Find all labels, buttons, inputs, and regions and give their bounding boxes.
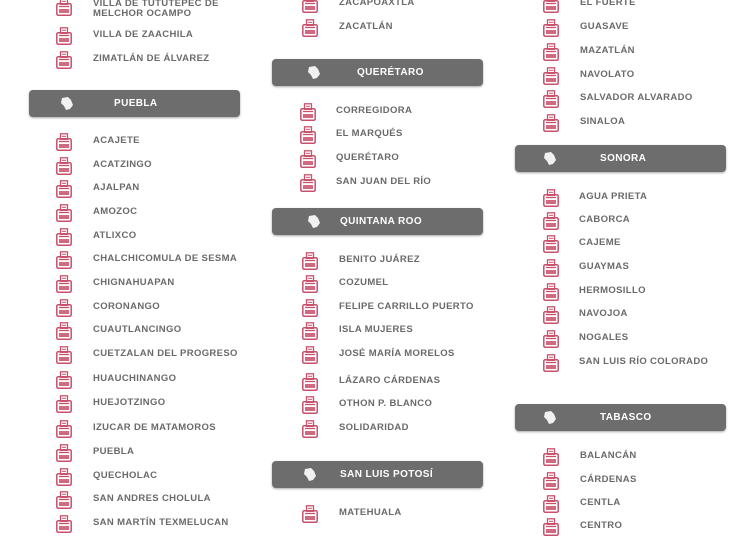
ballot-box-icon (56, 371, 72, 389)
list-item[interactable] (515, 189, 755, 209)
list-item[interactable] (0, 251, 240, 271)
list-item[interactable] (272, 174, 512, 194)
state-header-sonora[interactable] (515, 145, 726, 172)
list-item[interactable] (515, 330, 755, 350)
list-item[interactable] (272, 505, 512, 525)
item-label: NOGALES (579, 332, 629, 343)
item-label: QUECHOLAC (93, 470, 158, 481)
ballot-box-icon (302, 19, 318, 37)
ballot-box-icon (56, 0, 72, 16)
item-label: OTHON P. BLANCO (339, 398, 433, 409)
ballot-box-icon (543, 448, 559, 466)
list-item[interactable] (515, 235, 755, 255)
list-item[interactable] (0, 27, 240, 47)
ballot-box-icon (543, 235, 559, 253)
list-item[interactable] (272, 0, 512, 15)
item-label: MAZATLÁN (580, 45, 635, 56)
item-label: VILLA DE TUTUTEPEC DE MELCHOR OCAMPO (93, 0, 219, 19)
ballot-box-icon (543, 495, 559, 513)
list-item[interactable] (515, 306, 755, 326)
item-label: FELIPE CARRILLO PUERTO (339, 301, 474, 312)
list-item[interactable] (272, 252, 512, 272)
ballot-box-icon (543, 90, 559, 108)
ballot-box-icon (543, 306, 559, 324)
list-item[interactable] (515, 283, 755, 303)
ballot-box-icon (302, 252, 318, 270)
ballot-box-icon (543, 472, 559, 490)
item-label: SALVADOR ALVARADO (580, 92, 693, 103)
state-header-san-luis-potosi[interactable] (272, 461, 483, 488)
state-map-icon (542, 151, 558, 166)
list-item[interactable] (515, 19, 755, 39)
item-label: CHALCHICOMULA DE SESMA (93, 253, 238, 264)
list-item[interactable] (0, 180, 240, 200)
ballot-box-icon (302, 0, 318, 13)
ballot-box-icon (56, 420, 72, 438)
ballot-box-icon (302, 373, 318, 391)
list-item[interactable] (0, 275, 240, 295)
ballot-box-icon (56, 27, 72, 45)
ballot-box-icon (56, 204, 72, 222)
list-item[interactable] (515, 212, 755, 232)
ballot-box-icon (543, 354, 559, 372)
ballot-box-icon (56, 251, 72, 269)
state-header-puebla[interactable] (29, 90, 240, 117)
list-item[interactable] (0, 371, 240, 391)
item-label: ATLIXCO (93, 230, 137, 241)
item-label: AGUA PRIETA (579, 191, 648, 202)
list-item[interactable] (515, 472, 755, 492)
list-item[interactable] (515, 259, 755, 279)
ballot-box-icon (302, 396, 318, 414)
list-item[interactable] (515, 495, 755, 515)
state-map-icon (306, 214, 322, 229)
column-1 (0, 0, 240, 529)
item-label: PUEBLA (93, 446, 135, 457)
ballot-box-icon (300, 150, 316, 168)
ballot-box-icon (543, 19, 559, 37)
state-title: PUEBLA (114, 98, 158, 109)
item-label: MATEHUALA (339, 507, 402, 518)
item-label: SAN ANDRES CHOLULA (93, 493, 211, 504)
list-item[interactable] (0, 395, 240, 415)
item-label: AJALPAN (93, 182, 140, 193)
item-label: ZACAPOAXTLA (339, 0, 415, 8)
item-label: CENTLA (580, 497, 621, 508)
item-label: CUETZALAN DEL PROGRESO (93, 348, 238, 359)
list-item[interactable] (0, 133, 240, 153)
item-label: CORONANGO (93, 301, 161, 312)
list-item[interactable] (272, 150, 512, 170)
list-item[interactable] (515, 448, 755, 468)
item-label: SOLIDARIDAD (339, 422, 409, 433)
list-item[interactable] (272, 396, 512, 416)
item-label: CORREGIDORA (336, 105, 413, 116)
item-label: BENITO JUÁREZ (339, 254, 420, 265)
list-item[interactable] (515, 114, 755, 134)
state-title: QUERÉTARO (357, 67, 424, 78)
item-label: ACAJETE (93, 135, 140, 146)
item-label: SAN LUIS RÍO COLORADO (579, 356, 709, 367)
ballot-box-icon (300, 174, 316, 192)
ballot-box-icon (56, 491, 72, 509)
item-label: VILLA DE ZAACHILA (93, 29, 194, 40)
ballot-box-icon (56, 133, 72, 151)
state-title: QUINTANA ROO (340, 216, 423, 227)
item-label: HUEJOTZINGO (93, 397, 166, 408)
ballot-box-icon (543, 283, 559, 301)
list-item[interactable] (0, 51, 240, 71)
state-header-quintana-roo[interactable] (272, 208, 483, 235)
list-item[interactable] (0, 204, 240, 224)
ballot-box-icon (543, 43, 559, 61)
item-label: SAN JUAN DEL RÍO (336, 176, 432, 187)
state-title: SAN LUIS POTOSÍ (340, 469, 434, 480)
ballot-box-icon (56, 180, 72, 198)
ballot-box-icon (56, 515, 72, 533)
item-label: HUAUCHINANGO (93, 373, 177, 384)
item-label: CÁRDENAS (580, 474, 637, 485)
list-item[interactable] (515, 90, 755, 110)
item-label: CAJEME (579, 237, 621, 248)
state-map-icon (302, 467, 318, 482)
item-label: GUASAVE (580, 21, 629, 32)
list-item[interactable] (0, 346, 240, 366)
ballot-box-icon (56, 322, 72, 340)
item-label: LÁZARO CÁRDENAS (339, 375, 441, 386)
list-item[interactable] (515, 67, 755, 87)
list-item[interactable] (272, 420, 512, 440)
state-map-icon (542, 410, 558, 425)
list-item[interactable] (0, 157, 240, 177)
ballot-box-icon (302, 299, 318, 317)
list-item[interactable] (0, 322, 240, 342)
list-item[interactable] (272, 346, 512, 366)
ballot-box-icon (302, 505, 318, 523)
item-label: CENTRO (580, 520, 623, 531)
list-item[interactable] (272, 126, 512, 146)
item-label: EL FUERTE (580, 0, 636, 8)
item-label: ACATZINGO (93, 159, 152, 170)
ballot-box-icon (56, 444, 72, 462)
list-item[interactable] (0, 420, 240, 440)
ballot-box-icon (302, 322, 318, 340)
item-label: GUAYMAS (579, 261, 630, 272)
list-item[interactable] (0, 228, 240, 248)
state-header-tabasco[interactable] (515, 404, 726, 431)
item-label: ZACATLÁN (339, 21, 393, 32)
list-item[interactable] (515, 354, 755, 374)
state-title: SONORA (600, 153, 647, 164)
list-item[interactable] (272, 299, 512, 319)
ballot-box-icon (543, 212, 559, 230)
list-item[interactable] (515, 0, 755, 15)
ballot-box-icon (543, 518, 559, 536)
item-label: ISLA MUJERES (339, 324, 414, 335)
column-3 (515, 0, 755, 529)
item-label: CABORCA (579, 214, 631, 225)
ballot-box-icon (543, 0, 559, 13)
list-item[interactable] (272, 322, 512, 342)
ballot-box-icon (56, 346, 72, 364)
ballot-box-icon (302, 420, 318, 438)
item-label: ZIMATLÁN DE ÁLVAREZ (93, 53, 210, 64)
list-item[interactable] (0, 299, 240, 319)
list-item[interactable] (0, 468, 240, 488)
ballot-box-icon (56, 51, 72, 69)
item-label: EL MARQUÉS (336, 128, 403, 139)
ballot-box-icon (56, 275, 72, 293)
list-item[interactable] (272, 103, 512, 123)
item-label: NAVOLATO (580, 69, 635, 80)
list-item[interactable] (0, 491, 240, 511)
ballot-box-icon (302, 275, 318, 293)
ballot-box-icon (543, 330, 559, 348)
item-label: BALANCÁN (580, 450, 637, 461)
list-item[interactable] (0, 515, 240, 535)
ballot-box-icon (543, 67, 559, 85)
item-label: CUAUTLANCINGO (93, 324, 182, 335)
ballot-box-icon (56, 395, 72, 413)
item-label: NAVOJOA (579, 308, 628, 319)
list-item[interactable] (515, 518, 755, 538)
list-item[interactable] (515, 43, 755, 63)
ballot-box-icon (543, 114, 559, 132)
column-2 (272, 0, 512, 529)
ballot-box-icon (300, 103, 316, 121)
item-label: CHIGNAHUAPAN (93, 277, 175, 288)
ballot-box-icon (543, 189, 559, 207)
ballot-box-icon (302, 346, 318, 364)
state-map-icon (59, 96, 75, 111)
item-label: IZUCAR DE MATAMOROS (93, 422, 216, 433)
ballot-box-icon (56, 468, 72, 486)
ballot-box-icon (56, 228, 72, 246)
state-title: TABASCO (600, 412, 652, 423)
list-item[interactable] (0, 444, 240, 464)
list-item[interactable] (272, 19, 512, 39)
ballot-box-icon (56, 299, 72, 317)
ballot-box-icon (300, 126, 316, 144)
list-item[interactable] (272, 373, 512, 393)
ballot-box-icon (56, 157, 72, 175)
list-item[interactable] (272, 275, 512, 295)
item-label: JOSÉ MARÍA MORELOS (339, 348, 455, 359)
item-label: AMOZOC (93, 206, 138, 217)
item-label: SINALOA (580, 116, 626, 127)
list-item[interactable] (0, 0, 240, 18)
state-header-queretaro[interactable] (272, 59, 483, 86)
item-label: HERMOSILLO (579, 285, 646, 296)
state-map-icon (306, 65, 322, 80)
ballot-box-icon (543, 259, 559, 277)
item-label: QUERÉTARO (336, 152, 400, 163)
item-label: COZUMEL (339, 277, 389, 288)
item-label: SAN MARTÍN TEXMELUCAN (93, 517, 229, 528)
